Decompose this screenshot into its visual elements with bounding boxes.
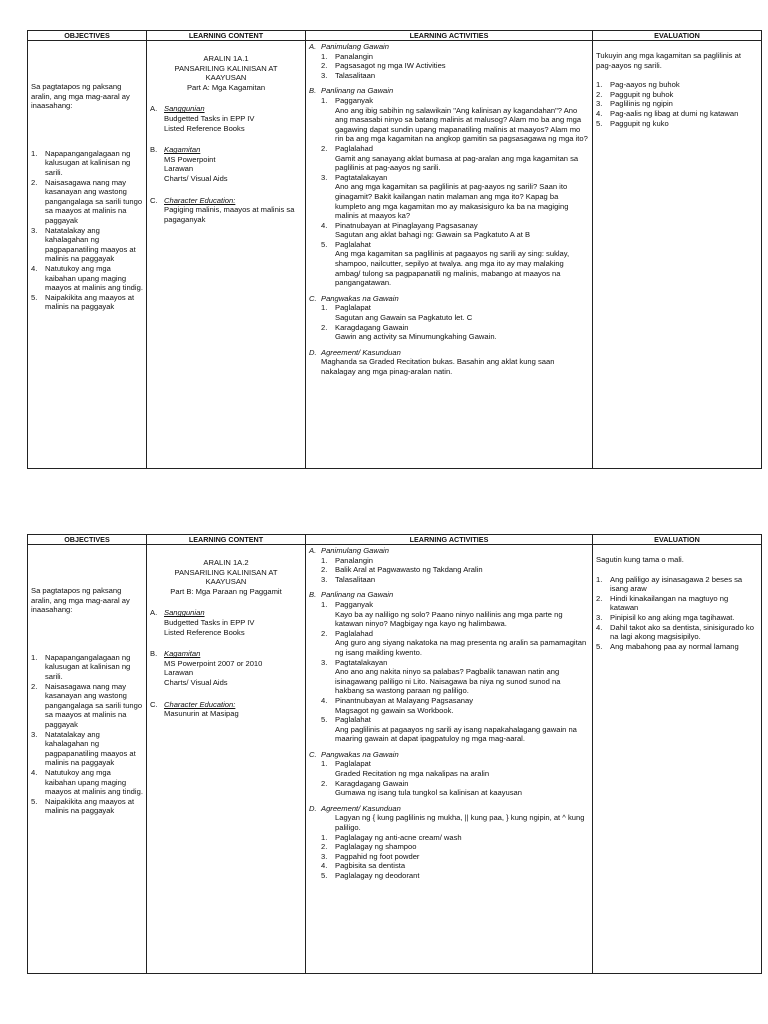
activity-step: 4. Pagbisita sa dentista (321, 861, 406, 871)
header-evaluation: EVALUATION (593, 31, 762, 41)
lesson-plan-table-1 (27, 30, 762, 469)
objectives-list (31, 653, 143, 816)
activity-step: 4. Pinatnubayan at Pinaglayang Pagsasanay Sagutan ang aklat bahagi ng: Gawain sa Pagkatuto A at B (321, 220, 531, 240)
learning-activities-cell (306, 545, 593, 974)
evaluation-list (596, 80, 758, 128)
header-row (28, 31, 762, 41)
header-learning-activities: LEARNING ACTIVITIES (306, 31, 593, 41)
header-objectives: OBJECTIVES (28, 31, 147, 41)
learning-content-cell (147, 545, 306, 974)
evaluation-item: 4. Pag-aalis ng libag at dumi ng katawan (596, 108, 739, 118)
objectives-list (31, 149, 143, 312)
evaluation-cell (593, 41, 762, 469)
activity-step: 2. Paglalahad Gamit ang sanayang aklat bumasa at pag-aralan ang mga kagamitan sa paglilinis at pag-aayos ng sarili. (321, 143, 579, 173)
activity-step: 1. Panalangin (321, 51, 374, 61)
activity-step: 3. Pagtatalakayan Ano ano ang nakita ninyo sa palabas? Pagbalik tanawan natin ang isinagawang paliligo ni Lito. Naisagawa ba niya ng sunod sunod na hakbang sa wastong paraan ng paliligo. (321, 657, 561, 696)
activity-step: 1. Paglalapat Sagutan ang Gawain sa Pagkatuto let. C (321, 303, 473, 323)
objective-item: 2. Naisasagawa nang may kasanayan ang wastong pangangalaga sa sarili tungo sa maayos at malinis na paggayak (31, 681, 143, 729)
header-evaluation: EVALUATION (593, 535, 762, 545)
evaluation-cell (593, 545, 762, 974)
evaluation-item: 1. Pag-aayos ng buhok (596, 80, 680, 90)
activity-section-panimula: A. Panimulang Gawain 1. Panalangin 2. Balik Aral at Pagwawasto ng Takdang Aralin 3. Talasalitaan (309, 546, 589, 584)
activity-section-pangwakas: C. Pangwakas na Gawain 1. Paglalapat Graded Recitation ng mga nakalipas na aralin 2. Karagdagang Gawain Gumawa ng isang tula tungkol sa kalinisan at kaayusan (309, 750, 589, 798)
objective-item: 1. Napapangangalagaan ng kalusugan at kalinisan ng sarili. (31, 148, 131, 177)
activity-step: 5. Paglalahat Ang mga kagamitan sa paglilinis at pagaayos ng sarili ay sing: suklay, shampoo, nailcutter, sepilyo at twalya. ang mga ito ay may malaking ambag/ tulong sa pagpapanatili ng malinis, mabango at maayos na pangangatawan. (321, 239, 570, 288)
header-learning-activities: LEARNING ACTIVITIES (306, 535, 593, 545)
activity-step: 2. Pagsasagot ng mga IW Activities (321, 61, 446, 71)
activity-step: 2. Paglalagay ng shampoo (321, 842, 417, 852)
content-block-character-education: C. Character Education: Masunurin at Masipag (150, 699, 239, 719)
activity-section-kasunduan: D. Agreement/ Kasunduan Lagyan ng { kung paglilinis ng mukha, || kung paa, } kung ngipin, at ^ kung paliligo. 1. Paglalagay ng anti-acne cream/ wash 2. Paglalagay ng shampoo 3. Pagpahid ng foot powder 4. Pagbisita sa dentista 5. Paglalagay ng deodorant (309, 804, 589, 881)
activity-section-pangwakas: C. Pangwakas na Gawain 1. Paglalapat Sagutan ang Gawain sa Pagkatuto let. C 2. Karagdagang Gawain Gawin ang activity sa Minumungkahing Gawain. (309, 294, 589, 342)
objectives-intro: Sa pagtatapos ng paksang aralin, ang mga mag-aaral ay inaasahang: (31, 82, 130, 111)
activity-step: 1. Pagganyak Ano ang ibig sabihin ng salawikain "Ang kalinisan ay kagandahan"? Ano ang masasabi ninyo sa batang malinis at malusog? Alam mo ba ang mga gagawing dapat sundin upang mapanatiling malinis at maayos? Alam mo rin ba ang mga kagamitan na angkop gamitin sa pagsasagawa ng mga ito? (321, 95, 588, 144)
activity-section-kasunduan: D. Agreement/ Kasunduan Maghanda sa Graded Recitation bukas. Basahin ang aklat kung saan nakalagay ang mga pinag-aralan natin. (309, 348, 589, 377)
evaluation-item: 1. Ang paliligo ay isinasagawa 2 beses sa isang araw (596, 574, 743, 594)
activity-step: Maghanda sa Graded Recitation bukas. Basahin ang aklat kung saan nakalagay ang mga pinag-aralan natin. (321, 357, 555, 376)
content-block-kagamitan: B. Kagamitan MS Powerpoint Larawan Charts/ Visual Aids (150, 145, 228, 183)
body-row (28, 545, 762, 974)
activity-step: 3. Talasalitaan (321, 574, 376, 584)
activity-step: 4. Pinantnubayan at Malayang Pagsasanay Magsagot ng gawain sa Workbook. (321, 695, 474, 715)
content-block-sanggunian: A. Sanggunian Budgetted Tasks in EPP IV Listed Reference Books (150, 104, 255, 133)
content-block-character-education: C. Character Education: Pagiging malinis, maayos at malinis sa pagaganyak (150, 195, 295, 224)
lesson-title: ARALIN 1A.2 PANSARILING KALINISAN AT KAAYUSAN Part B: Mga Paraan ng Paggamit (170, 558, 282, 596)
objective-item: 2. Naisasagawa nang may kasanayan ang wastong pangangalaga sa sarili tungo sa maayos at malinis na paggayak (31, 177, 143, 225)
objective-item: 4. Natutukoy ang mga kaibahan upang maging maayos at malinis ang tindig. (31, 263, 143, 293)
objectives-intro: Sa pagtatapos ng paksang aralin, ang mga mag-aaral ay inaasahang: (31, 586, 130, 615)
activity-step: 2. Karagdagang Gawain Gumawa ng isang tula tungkol sa kalinisan at kaayusan (321, 778, 523, 798)
header-row (28, 535, 762, 545)
objectives-cell (28, 41, 147, 469)
objective-item: 3. Natatalakay ang kahalagahan ng pagpapanatiling maayos at malinis na paggayak (31, 225, 136, 264)
activity-step: 2. Paglalahad Ang guro ang siyang nakatoka na mag presenta ng aralin sa pamamagitan ng isang maikling kwento. (321, 628, 587, 657)
activity-section-panlinang: B. Panlinang na Gawain 1. Pagganyak Ano ang ibig sabihin ng salawikain "Ang kalinisan ay kagandahan"? Ano ang masasabi ninyo sa batang malinis at malusog? Alam mo ba ang mga gagawing dapat sundin upang mapanatiling malinis at maayos? Alam mo rin ba ang mga kagamitan na angkop gamitin sa pagsasagawa ng mga ito? 2. Paglalahad Gamit ang sanayang aklat bumasa at pag-aralan ang mga kagamitan sa paglilinis at pag-aayos ng sarili. 3. Pagtatalakayan Ano ang mga kagamitan sa paglilinis at pag-aayos ng sarili? Saan ito ginagamit? Bakit kailangan natin malaman ang mga ito? Kapag ba kumpleto ang mga kagamitan mo ay makasisiguro ka ba na magiging malinis at maayos ka? 4. Pinatnubayan at Pinaglayang Pagsasanay Sagutan ang aklat bahagi ng: Gawain sa Pagkatuto A at B 5. Paglalahat Ang mga kagamitan sa paglilinis at pagaayos ng sarili ay sing: suklay, shampoo, nailcutter, sepilyo at twalya. ang mga ito ay may malaking ambag/ tulong sa pagpapanatili ng malinis, mabango at maayos na pangangatawan. (309, 86, 588, 288)
activity-step: 3. Talasalitaan (321, 70, 376, 80)
objective-item: 5. Naipakikita ang maayos at malinis na paggayak (31, 796, 135, 816)
header-objectives: OBJECTIVES (28, 535, 147, 545)
evaluation-item: 3. Paglilinis ng ngipin (596, 99, 673, 109)
activity-step: 1. Panalangin (321, 555, 374, 565)
lesson-plan-table-2 (27, 534, 762, 974)
evaluation-list (596, 575, 758, 652)
evaluation-item: 4. Dahil takot ako sa dentista, sinisigurado ko na lagi akong magsisipilyo. (596, 622, 754, 642)
content-block-kagamitan: B. Kagamitan MS Powerpoint 2007 or 2010 Larawan Charts/ Visual Aids (150, 649, 263, 687)
objective-item: 4. Natutukoy ang mga kaibahan upang maging maayos at malinis ang tindig. (31, 767, 143, 797)
activity-step: 5. Paglalahat Ang paglilinis at pagaayos ng sarili ay isang napakahalagang gawain na maaring gawain at dapat ipagpatuloy ng mga mag-aaral. (321, 715, 577, 744)
evaluation-item: 3. Pinipisil ko ang aking mga tagihawat. (596, 612, 735, 622)
objectives-cell (28, 545, 147, 974)
activity-step: 2. Balik Aral at Pagwawasto ng Takdang Aralin (321, 565, 483, 575)
objective-item: 3. Natatalakay ang kahalagahan ng pagpapanatiling maayos at malinis na paggayak (31, 729, 136, 768)
content-block-sanggunian: A. Sanggunian Budgetted Tasks in EPP IV Listed Reference Books (150, 608, 255, 637)
learning-content-cell (147, 41, 306, 469)
activity-step: 5. Paglalagay ng deodorant (321, 871, 420, 880)
activity-step: 1. Paglalapat Graded Recitation ng mga nakalipas na aralin (321, 759, 490, 779)
activity-section-panimula: A. Panimulang Gawain 1. Panalangin 2. Pagsasagot ng mga IW Activities 3. Talasalitaan (309, 42, 589, 80)
lesson-title: ARALIN 1A.1 PANSARILING KALINISAN AT KAAYUSAN Part A: Mga Kagamitan (174, 54, 278, 92)
activity-step: 1. Pagganyak Kayo ba ay naliligo ng solo? Paano ninyo nalilinis ang mga parte ng katawan ninyo? Magbigay nga kayo ng halimbawa. (321, 599, 563, 629)
activity-step: Lagyan ng { kung paglilinis ng mukha, || kung paa, } kung ngipin, at ^ kung paliligo. (335, 813, 585, 833)
evaluation-item: 5. Paggupit ng kuko (596, 118, 669, 128)
evaluation-item: 2. Paggupit ng buhok (596, 89, 674, 99)
activity-step: 1. Paglalagay ng anti-acne cream/ wash (321, 832, 462, 842)
activity-step: 2. Karagdagang Gawain Gawin ang activity sa Minumungkahing Gawain. (321, 322, 497, 342)
evaluation-intro: Sagutin kung tama o mali. (596, 555, 684, 564)
activity-step: 3. Pagpahid ng foot powder (321, 851, 420, 861)
header-learning-content: LEARNING CONTENT (147, 535, 306, 545)
activity-section-panlinang: B. Panlinang na Gawain 1. Pagganyak Kayo ba ay naliligo ng solo? Paano ninyo nalilinis ang mga parte ng katawan ninyo? Magbigay nga kayo ng halimbawa. 2. Paglalahad Ang guro ang siyang nakatoka na mag presenta ng aralin sa pamamagitan ng isang maikling kwento. 3. Pagtatalakayan Ano ano ang nakita ninyo sa palabas? Pagbalik tanawan natin ang isinagawang paliligo ni Lito. Naisagawa ba niya ng sunod sunod na hakbang sa wastong paraan ng paliligo. 4. Pinantnubayan at Malayang Pagsasanay Magsagot ng gawain sa Workbook. 5. Paglalahat Ang paglilinis at pagaayos ng sarili ay isang napakahalagang gawain na maaring gawain at dapat ipagpatuloy ng mga mag-aaral. (309, 590, 589, 744)
objective-item: 5. Naipakikita ang maayos at malinis na paggayak (31, 292, 135, 312)
evaluation-intro: Tukuyin ang mga kagamitan sa paglilinis at pag-aayos ng sarili. (596, 51, 741, 70)
activity-step: 3. Pagtatalakayan Ano ang mga kagamitan sa paglilinis at pag-aayos ng sarili? Saan ito ginagamit? Bakit kailangan natin malaman ang mga ito? Kapag ba kumpleto ang mga kagamitan mo ay makasisiguro ka ba na magiging malinis at maayos ka? (321, 172, 569, 221)
evaluation-item: 2. Hindi kinakailangan na magtuyo ng katawan (596, 593, 729, 613)
header-learning-content: LEARNING CONTENT (147, 31, 306, 41)
evaluation-item: 5. Ang mabahong paa ay normal lamang (596, 641, 739, 651)
learning-activities-cell (306, 41, 593, 469)
body-row (28, 41, 762, 469)
objective-item: 1. Napapangangalagaan ng kalusugan at kalinisan ng sarili. (31, 652, 131, 681)
